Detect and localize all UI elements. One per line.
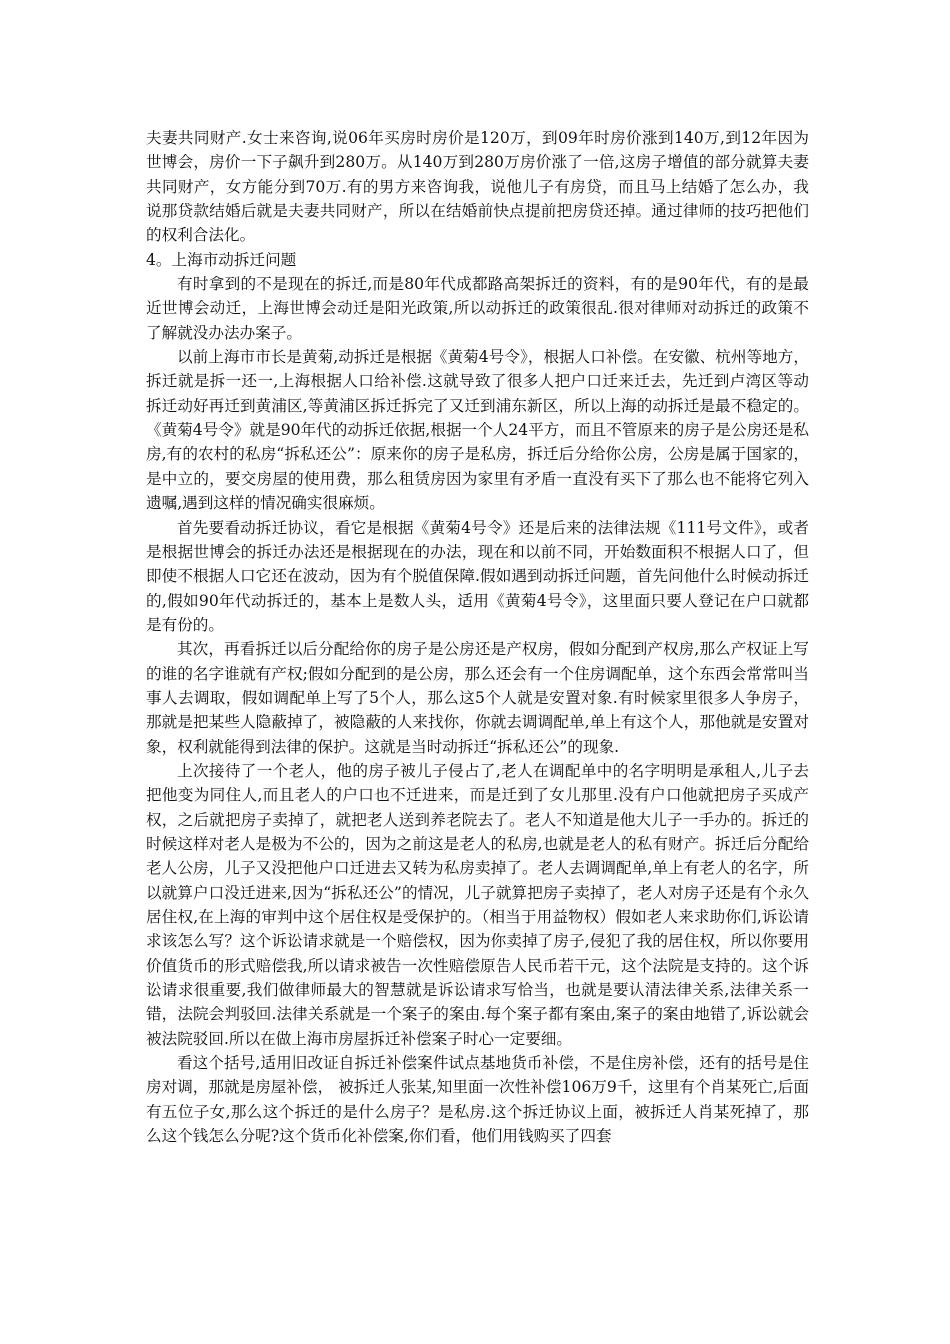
paragraph-2: 以前上海市市长是黄菊,动拆迁是根据《黄菊4号令》，根据人口补偿。在安徽、杭州等地方，拆迁就是拆一还一,上海根据人口给补偿.这就导致了很多人把户口迁来迁去，先迁到卢湾区等动拆迁动好再迁到黄浦区,等黄浦区拆迁拆完了又迁到浦东新区，所以上海的动拆迁是最不稳定的。《黄菊4号令》就是90年代的动拆迁依据,根据一个人24平方，而且不管原来的房子是公房还是私房,有的农村的私房“拆私还公”：原来你的房子是私房，拆迁后分给你公房，公房是属于国家的，是中立的，要交房屋的使用费，那么租赁房因为家里有矛盾一直没有买下了那么也不能将它列入遗嘱,遇到这样的情况确实很麻烦。 xyxy=(146,348,809,513)
paragraph-5: 上次接待了一个老人，他的房子被儿子侵占了,老人在调配单中的名字明明是承租人,儿子去把他变为同住人,而且老人的户口也不迁进来，而是迁到了女儿那里.没有户口他就把房子买成产权，之后就把房子卖掉了，就把老人送到养老院去了。老人不知道是他大儿子一手办的。拆迁的时候这样对老人是极为不公的，因为之前这是老人的私房,也就是老人的私有财产。拆迁后分配给老人公房，儿子又没把他户口迁进去又转为私房卖掉了。老人去调调配单,单上有老人的名字，所以就算户口没迁进来,因为“拆私还公”的情况，儿子就算把房子卖掉了，老人对房子还是有个永久居住权,在上海的审判中这个居住权是受保护的。（相当于用益物权）假如老人来求助你们,诉讼请求该怎么写？这个诉讼请求就是一个赔偿权，因为你卖掉了房子,侵犯了我的居住权，所以你要用价值货币的形式赔偿我,所以请求被告一次性赔偿原告人民币若干元，这个法院是支持的。这个诉讼请求很重要,我们做律师最大的智慧就是诉讼请求写恰当，也就是要认清法律关系,法律关系一错，法院会判驳回.法律关系就是一个案子的案由.每个案子都有案由,案子的案由地错了,诉讼就会被法院驳回.所以在做上海市房屋拆迁补偿案子时心一定要细。 xyxy=(146,761,809,1048)
document-page xyxy=(146,126,809,1148)
paragraph-0: 夫妻共同财产.女士来咨询,说06年买房时房价是120万，到09年时房价涨到140万,到12年因为世博会，房价一下子飙升到280万。从140万到280万房价涨了一倍,这房子增值的部分就算夫妻共同财产，女方能分到70万.有的男方来咨询我，说他儿子有房贷，而且马上结婚了怎么办，我说那贷款结婚后就是夫妻共同财产，所以在结婚前快点提前把房贷还掉。通过律师的技巧把他们的权利合法化。 xyxy=(146,129,809,245)
paragraph-1: 有时拿到的不是现在的拆迁,而是80年代成都路高架拆迁的资料，有的是90年代，有的是最近世博会动迁，上海世博会动迁是阳光政策,所以动拆迁的政策很乱.很对律师对动拆迁的政策不了解就没办法办案子。 xyxy=(146,275,809,342)
paragraph-4: 其次，再看拆迁以后分配给你的房子是公房还是产权房，假如分配到产权房,那么产权证上写的谁的名字谁就有产权;假如分配到的是公房，那么还会有一个住房调配单，这个东西会常常叫当事人去调取，假如调配单上写了5个人，那么这5个人就是安置对象.有时候家里很多人争房子，那就是把某些人隐蔽掉了，被隐蔽的人来找你，你就去调调配单,单上有这个人，那他就是安置对象，权利就能得到法律的保护。这就是当时动拆迁“拆私还公”的现象. xyxy=(146,640,809,756)
section-heading-4: 4。上海市动拆迁问题 xyxy=(146,250,297,269)
paragraph-3: 首先要看动拆迁协议，看它是根据《黄菊4号令》还是后来的法律法规《111号文件》，或者是根据世博会的拆迁办法还是根据现在的办法，现在和以前不同，开始数面积不根据人口了，但即使不根据人口它还在波动，因为有个脱值保障.假如遇到动拆迁问题，首先问他什么时候动拆迁的,假如90年代动拆迁的，基本上是数人头，适用《黄菊4号令》，这里面只要人登记在户口就都是有份的。 xyxy=(146,518,809,634)
paragraph-6: 看这个括号,适用旧改证自拆迁补偿案件试点基地货币补偿，不是住房补偿，还有的括号是住房对调，那就是房屋补偿， 被拆迁人张某,知里面一次性补偿106万9千，这里有个肖某死亡,后面有五位子女,那么这个拆迁的是什么房子？是私房.这个拆迁协议上面，被拆迁人肖某死掉了，那么这个钱怎么分呢?这个货币化补偿案,你们看，他们用钱购买了四套 xyxy=(146,1054,809,1146)
